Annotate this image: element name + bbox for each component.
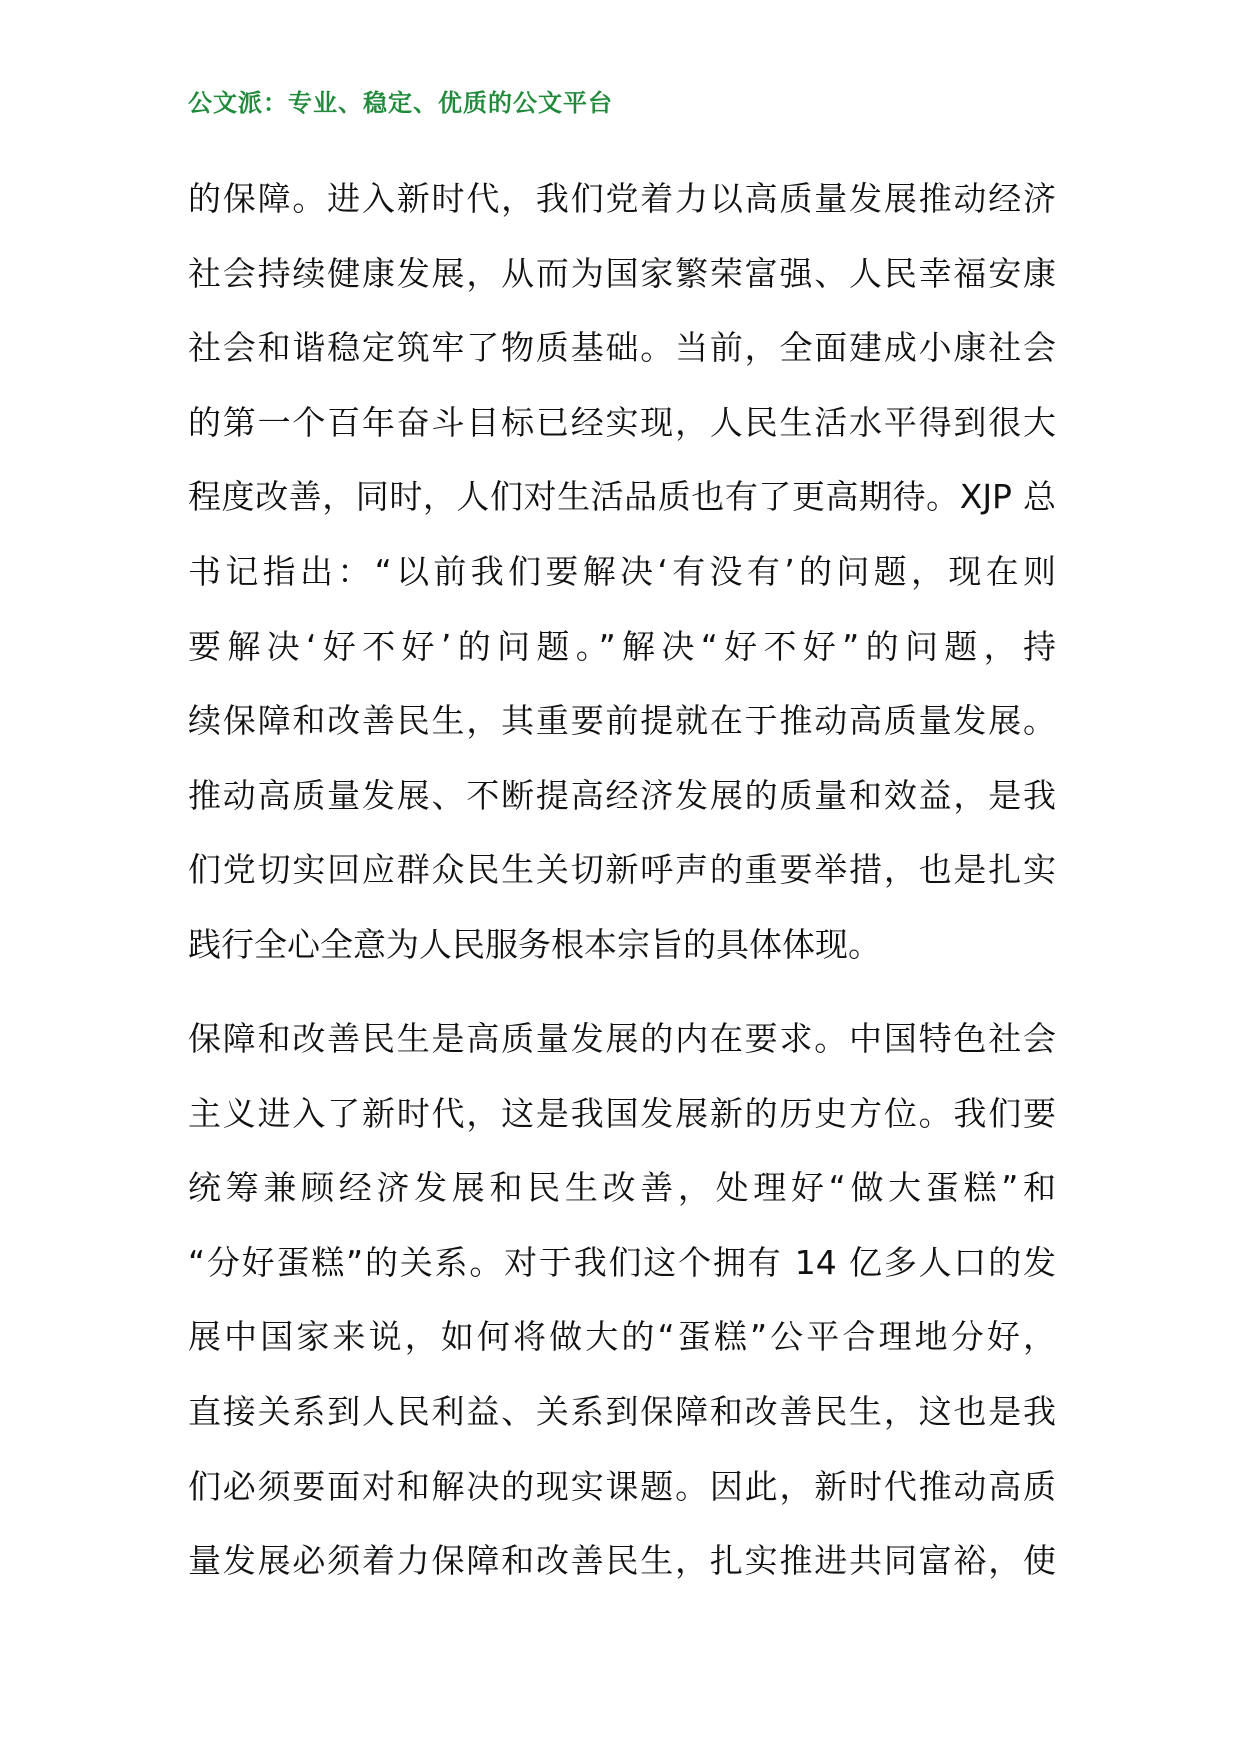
paragraph-line: 直接关系到人民利益、关系到保障和改善民生，这也是我 — [188, 1391, 1056, 1431]
paragraph-line: 主义进入了新时代，这是我国发展新的历史方位。我们要 — [188, 1093, 1056, 1133]
paragraph-line: 们必须要面对和解决的现实课题。因此，新时代推动高质 — [188, 1466, 1056, 1506]
paragraph-line: “分好蛋糕”的关系。对于我们这个拥有 14 亿多人口的发 — [188, 1242, 1056, 1282]
paragraph-line: 社会持续健康发展，从而为国家繁荣富强、人民幸福安康 — [188, 253, 1056, 293]
paragraph-line: 们党切实回应群众民生关切新呼声的重要举措，也是扎实 — [188, 850, 1056, 890]
paragraph-1 — [188, 162, 1056, 983]
paragraph-line: 社会和谐稳定筑牢了物质基础。当前，全面建成小康社会 — [188, 328, 1056, 368]
paragraph-line: 推动高质量发展、不断提高经济发展的质量和效益，是我 — [188, 775, 1056, 815]
paragraph-line: 践行全心全意为人民服务根本宗旨的具体体现。 — [188, 924, 881, 964]
paragraph-line: 程度改善，同时，人们对生活品质也有了更高期待。XJP 总 — [188, 477, 1056, 517]
header-title: 公文派：专业、稳定、优质的公文平台 — [188, 89, 613, 117]
paragraph-line: 的保障。进入新时代，我们党着力以高质量发展推动经济 — [188, 179, 1056, 218]
paragraph-2 — [188, 1002, 1056, 1599]
paragraph-line: 的第一个百年奋斗目标已经实现，人民生活水平得到很大 — [188, 402, 1056, 442]
paragraph-line: 保障和改善民生是高质量发展的内在要求。中国特色社会 — [188, 1019, 1056, 1058]
paragraph-line: 展中国家来说，如何将做大的“蛋糕”公平合理地分好， — [188, 1317, 1056, 1357]
paragraph-line: 要解决‘好不好’的问题。”解决“好不好”的问题，持 — [188, 626, 1056, 666]
paragraph-line: 量发展必须着力保障和改善民生，扎实推进共同富裕，使 — [188, 1541, 1056, 1581]
paragraph-line: 书记指出：“以前我们要解决‘有没有’的问题，现在则 — [188, 551, 1056, 591]
paragraph-line: 续保障和改善民生，其重要前提就在于推动高质量发展。 — [188, 701, 1056, 741]
paragraph-line: 统筹兼顾经济发展和民生改善，处理好“做大蛋糕”和 — [188, 1168, 1056, 1208]
